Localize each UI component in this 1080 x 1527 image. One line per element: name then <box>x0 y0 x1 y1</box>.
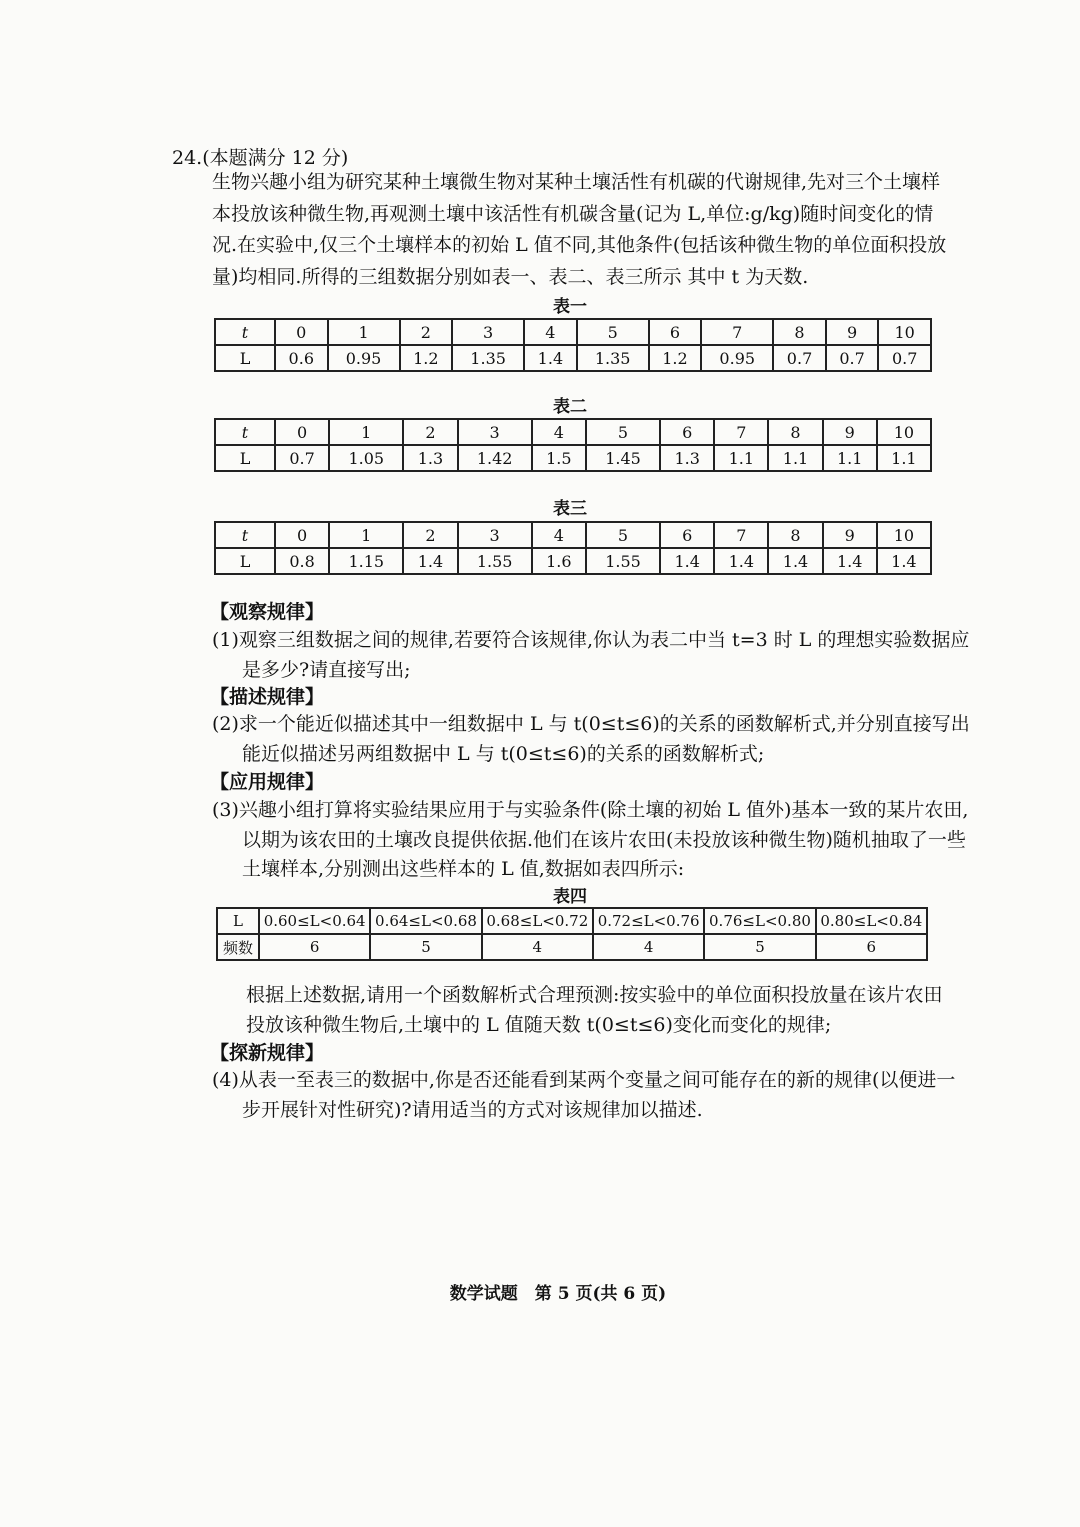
table-cell: 1.55 <box>586 548 660 574</box>
table-cell: 0.7 <box>275 445 329 471</box>
table-cell: 1.1 <box>714 445 768 471</box>
table-row-l <box>215 345 931 371</box>
section-describe: 【描述规律】 <box>210 686 325 708</box>
table-1-caption: 表一 <box>553 297 587 317</box>
table-4-freq: 5 <box>704 934 815 960</box>
table-row-label: L <box>215 445 275 471</box>
question-intro: 生物兴趣小组为研究某种土壤微生物对某种土壤活性有机碳的代谢规律,先对三个土壤样本投放该种微生物,再观测土壤中该活性有机碳含量(记为 L,单位:g/kg)随时间变化的情况.在实验中,仅三个土壤样本的初始 L 值不同,其他条件(包括该种微生物的单位面积投放量)均相同.所得的三组数据分别如表一、表二、表三所示 其中 t 为天数. <box>212 171 947 288</box>
table-3-caption: 表三 <box>553 499 587 519</box>
table-cell: 4 <box>532 419 586 445</box>
table-2-caption: 表二 <box>553 397 587 417</box>
table-1 <box>214 318 932 372</box>
table-cell: 0.6 <box>275 345 328 371</box>
table-cell: 1.5 <box>532 445 586 471</box>
section-explore: 【探新规律】 <box>210 1042 325 1064</box>
table-4-range: 0.60≤L<0.64 <box>259 908 370 934</box>
table-cell: 1.1 <box>877 445 931 471</box>
table-cell: 1.4 <box>524 345 577 371</box>
table-cell: 1.1 <box>823 445 877 471</box>
section-observe: 【观察规律】 <box>210 601 325 623</box>
table-row-label: L <box>215 548 275 574</box>
table-4-row-range <box>217 908 927 934</box>
table-4-range: 0.68≤L<0.72 <box>482 908 593 934</box>
table-cell: 1.2 <box>649 345 702 371</box>
table-cell: 1.45 <box>586 445 660 471</box>
table-cell: 1.4 <box>403 548 457 574</box>
table-cell: 8 <box>768 522 822 548</box>
table-4-label-freq: 频数 <box>217 934 259 960</box>
table-cell: 1.35 <box>577 345 649 371</box>
table-cell: 0 <box>275 319 328 345</box>
table-cell: 1.15 <box>329 548 403 574</box>
table-cell: 0.95 <box>328 345 400 371</box>
part-3: (3)兴趣小组打算将实验结果应用于与实验条件(除土壤的初始 L 值外)基本一致的某片农田,以期为该农田的土壤改良提供依据.他们在该片农田(未投放该种微生物)随机抽取了一些土壤样本,分别测出这些样本的 L 值,数据如表四所示: <box>212 799 969 880</box>
table-cell: 1.4 <box>823 548 877 574</box>
table-cell: 1.2 <box>400 345 453 371</box>
table-cell: 5 <box>586 419 660 445</box>
table-4-freq: 4 <box>482 934 593 960</box>
section-apply: 【应用规律】 <box>210 771 325 793</box>
table-cell: 0.95 <box>701 345 773 371</box>
table-4-freq: 6 <box>816 934 927 960</box>
part-3-note: 根据上述数据,请用一个函数解析式合理预测:按实验中的单位面积投放量在该片农田投放该种微生物后,土壤中的 L 值随天数 t(0≤t≤6)变化而变化的规律; <box>246 984 943 1036</box>
part-2: (2)求一个能近似描述其中一组数据中 L 与 t(0≤t≤6)的关系的函数解析式,并分别直接写出能近似描述另两组数据中 L 与 t(0≤t≤6)的关系的函数解析式; <box>212 713 970 765</box>
part-4: (4)从表一至表三的数据中,你是否还能看到某两个变量之间可能存在的新的规律(以便进一步开展针对性研究)?请用适当的方式对该规律加以描述. <box>212 1069 956 1121</box>
table-row-label: t <box>215 522 275 548</box>
table-row-label: L <box>215 345 275 371</box>
table-cell: 7 <box>714 522 768 548</box>
table-cell: 4 <box>532 522 586 548</box>
table-cell: 0 <box>275 419 329 445</box>
table-cell: 1.3 <box>660 445 714 471</box>
table-cell: 0 <box>275 522 329 548</box>
table-row-label: t <box>215 419 275 445</box>
table-cell: 0.8 <box>275 548 329 574</box>
table-row-l <box>215 445 931 471</box>
table-2 <box>214 418 932 472</box>
table-cell: 1.4 <box>768 548 822 574</box>
table-4 <box>216 907 928 961</box>
table-cell: 1.42 <box>458 445 532 471</box>
table-4-range: 0.72≤L<0.76 <box>593 908 704 934</box>
table-cell: 9 <box>826 319 879 345</box>
table-cell: 1 <box>329 419 403 445</box>
table-cell: 1.6 <box>532 548 586 574</box>
table-cell: 3 <box>458 419 532 445</box>
table-4-range: 0.64≤L<0.68 <box>370 908 481 934</box>
table-cell: 9 <box>823 419 877 445</box>
table-cell: 10 <box>877 419 931 445</box>
table-cell: 0.7 <box>826 345 879 371</box>
table-3 <box>214 521 932 575</box>
table-cell: 1 <box>328 319 400 345</box>
table-row-t <box>215 522 931 548</box>
table-cell: 7 <box>701 319 773 345</box>
table-4-freq: 6 <box>259 934 370 960</box>
table-4-range: 0.80≤L<0.84 <box>816 908 927 934</box>
table-cell: 6 <box>660 522 714 548</box>
table-4-caption: 表四 <box>553 887 587 907</box>
table-4-label-l: L <box>217 908 259 934</box>
page-footer: 数学试题 第 5 页(共 6 页) <box>449 1284 667 1304</box>
table-cell: 9 <box>823 522 877 548</box>
table-cell: 2 <box>403 522 457 548</box>
table-cell: 1.1 <box>768 445 822 471</box>
table-cell: 1.3 <box>403 445 457 471</box>
table-cell: 0.7 <box>773 345 826 371</box>
table-cell: 0.7 <box>878 345 931 371</box>
table-row-label: t <box>215 319 275 345</box>
table-cell: 3 <box>452 319 524 345</box>
table-4-freq: 5 <box>370 934 481 960</box>
table-4-range: 0.76≤L<0.80 <box>704 908 815 934</box>
table-cell: 2 <box>403 419 457 445</box>
table-cell: 6 <box>649 319 702 345</box>
table-row-t <box>215 419 931 445</box>
table-4-row-freq <box>217 934 927 960</box>
part-1: (1)观察三组数据之间的规律,若要符合该规律,你认为表二中当 t=3 时 L 的理想实验数据应是多少?请直接写出; <box>212 629 970 681</box>
table-cell: 5 <box>577 319 649 345</box>
table-4-freq: 4 <box>593 934 704 960</box>
table-cell: 1.4 <box>660 548 714 574</box>
table-cell: 7 <box>714 419 768 445</box>
table-cell: 8 <box>768 419 822 445</box>
table-cell: 1.4 <box>877 548 931 574</box>
table-cell: 1.55 <box>458 548 532 574</box>
table-row-t <box>215 319 931 345</box>
table-cell: 1.35 <box>452 345 524 371</box>
table-cell: 1.05 <box>329 445 403 471</box>
table-cell: 10 <box>877 522 931 548</box>
table-row-l <box>215 548 931 574</box>
table-cell: 1.4 <box>714 548 768 574</box>
table-cell: 5 <box>586 522 660 548</box>
question-header: 24.(本题满分 12 分) <box>172 147 349 169</box>
table-cell: 8 <box>773 319 826 345</box>
table-cell: 1 <box>329 522 403 548</box>
table-cell: 6 <box>660 419 714 445</box>
table-cell: 10 <box>878 319 931 345</box>
table-cell: 2 <box>400 319 453 345</box>
table-cell: 3 <box>458 522 532 548</box>
table-cell: 4 <box>524 319 577 345</box>
